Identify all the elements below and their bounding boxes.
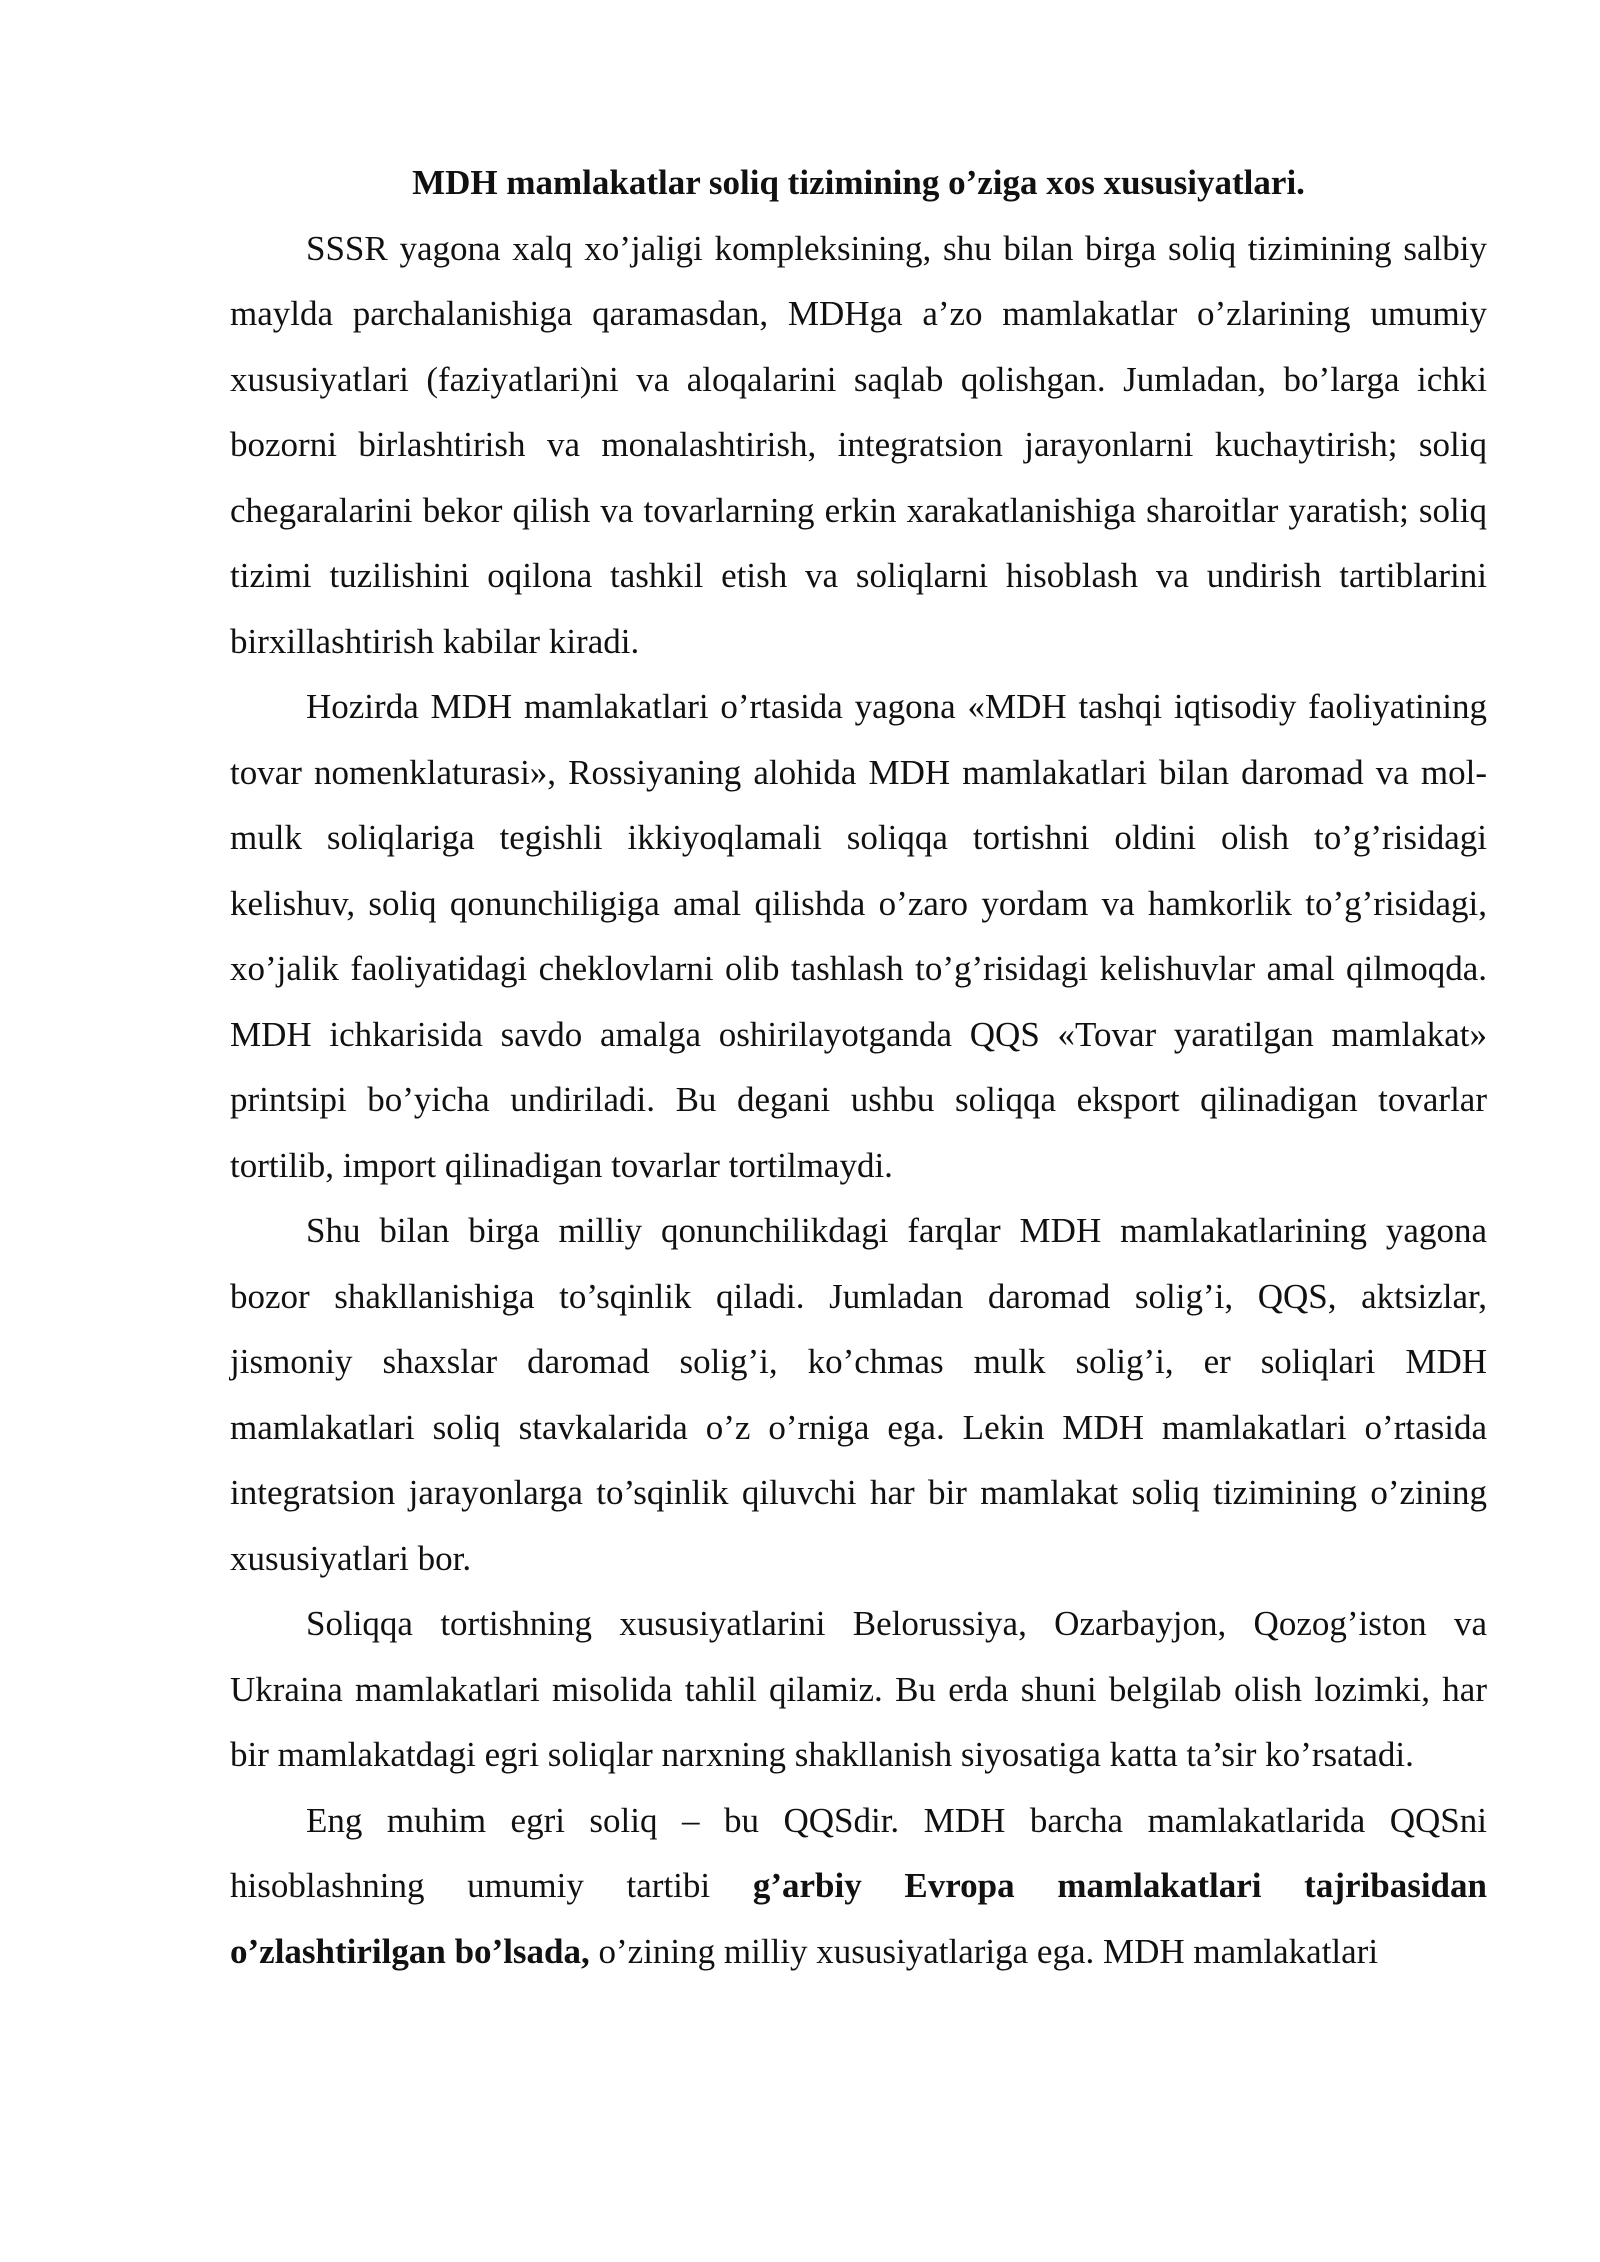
paragraph-1: SSSR yagona xalq xo’jaligi kompleksining, shu bilan birga soliq tizimining salbiy maylda parchalanishiga qaramasdan, MDHga a’zo mamlakatlar o’zlarining umumiy xususiyatlari (faziyatlari)ni va aloqalarini saqlab qolishgan. Jumladan, bo’larga ichki bozorni birlashtirish va monalashtirish, integratsion jarayonlarni kuchaytirish; soliq chegaralarini bekor qilish va tovarlarning erkin xarakatlanishiga sharoitlar yaratish; soliq tizimi tuzilishini oqilona tashkil etish va soliqlarni hisoblash va undirish tartiblarini birxillashtirish kabilar kiradi. (230, 228, 1487, 661)
paragraph-3: Shu bilan birga milliy qonunchilikdagi farqlar MDH mamlakatlarining yagona bozor shakllanishiga to’sqinlik qiladi. Jumladan daromad solig’i, QQS, aktsizlar, jismoniy shaxslar daromad solig’i, ko’chmas mulk solig’i, er soliqlari MDH mamlakatlari soliq stavkalarida o’z o’rniga ega. Lekin MDH mamlakatlari o’rtasida integratsion jarayonlarga to’sqinlik qiluvchi har bir mamlakat soliq tizimining o’zining xususiyatlari bor. (230, 1211, 1487, 1578)
document-page (230, 150, 1487, 1984)
paragraph-5 (230, 1788, 1487, 1985)
paragraph-5-text-end: o’zining milliy xususiyatlariga ega. MDH mamlakatlari (589, 1931, 1379, 1971)
paragraph-5-bold-phrase: g’arbiy Evropa mamlakatlari tajribasidan o’zlashtirilgan bo’lsada, (230, 1866, 1487, 1971)
paragraph-5-text-start: Eng muhim egri soliq – bu QQSdir. MDH barcha mamlakatlarida QQSni hisoblashning umumiy tartibi (230, 1800, 1487, 1905)
paragraph-2: Hozirda MDH mamlakatlari o’rtasida yagona «MDH tashqi iqtisodiy faoliyatining tovar nomenklaturasi», Rossiyaning alohida MDH mamlakatlari bilan daromad va mol-mulk soliqlariga tegishli ikkiyoqlamali soliqqa tortishni oldini olish to’g’risidagi kelishuv, soliq qonunchiligiga amal qilishda o’zaro yordam va hamkorlik to’g’risidagi, xo’jalik faoliyatidagi cheklovlarni olib tashlash to’g’risidagi kelishuvlar amal qilmoqda. MDH ichkarisida savdo amalga oshirilayotganda QQS «Tovar yaratilgan mamlakat» printsipi bo’yicha undiriladi. Bu degani ushbu soliqqa eksport qilinadigan tovarlar tortilib, import qilinadigan tovarlar tortilmaydi. (230, 687, 1487, 1185)
paragraph-4: Soliqqa tortishning xususiyatlarini Belorussiya, Ozarbayjon, Qozog’iston va Ukraina mamlakatlari misolida tahlil qilamiz. Bu erda shuni belgilab olish lozimki, har bir mamlakatdagi egri soliqlar narxning shakllanish siyosatiga katta ta’sir ko’rsatadi. (230, 1604, 1487, 1774)
document-title: MDH mamlakatlar soliq tizimining o’ziga xos xususiyatlari. (412, 163, 1305, 202)
